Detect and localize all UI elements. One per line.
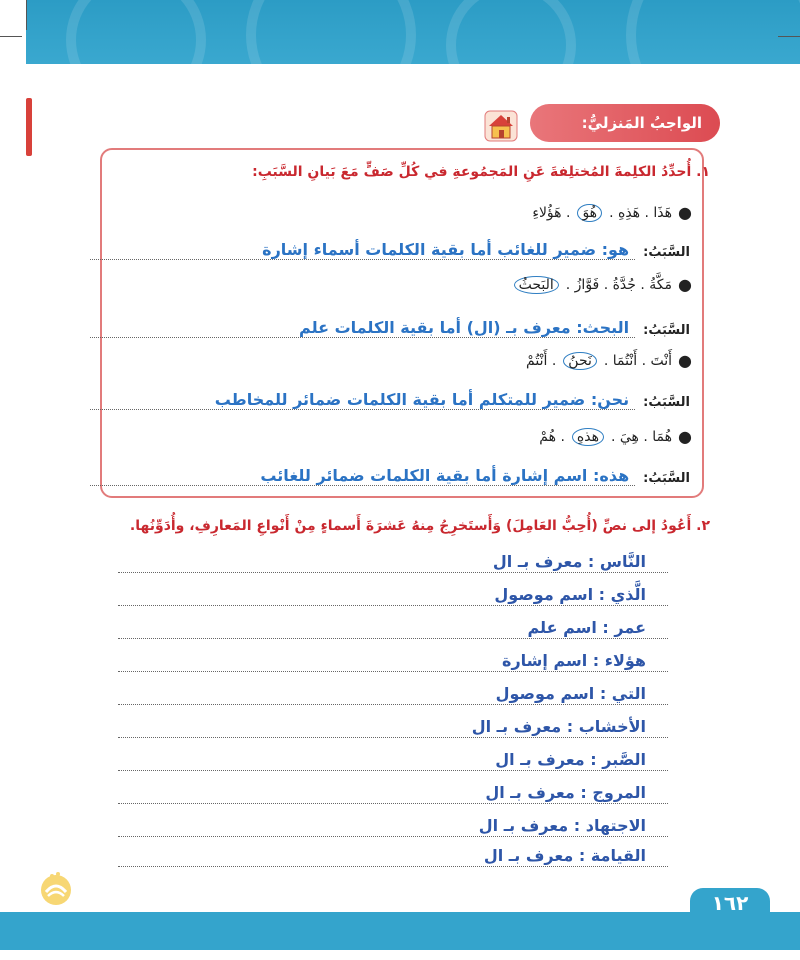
reason-label: السَّبَبُ: xyxy=(643,471,690,486)
word-group-after: . هَؤُلاءِ xyxy=(532,204,571,221)
homework-header xyxy=(530,104,720,142)
answer-line xyxy=(118,742,668,771)
reason-label: السَّبَبُ: xyxy=(643,395,690,410)
bullet-icon: ● xyxy=(678,427,692,446)
word-group-row xyxy=(507,275,692,294)
answer-line xyxy=(118,775,668,804)
word-group-row xyxy=(539,427,692,446)
crop-mark xyxy=(26,0,27,30)
circled-word: هُوَ xyxy=(577,204,602,222)
word-group-before: هَذَا . هَذِهِ . xyxy=(609,204,673,221)
word-group-row xyxy=(532,203,692,222)
reason-answer-line xyxy=(90,235,635,260)
word-group-before: مَكَّةُ . جُدَّةُ . فَوَّازُ . xyxy=(565,276,673,293)
answer-text: الَّذي : اسم موصول xyxy=(494,585,646,604)
reason-answer: هذه: اسم إشارة أما بقية الكلمات ضمائر للغائب xyxy=(260,466,630,485)
answer-line xyxy=(118,808,668,837)
left-edge-strip xyxy=(26,98,32,156)
answer-text: النَّاس : معرف بـ ال xyxy=(492,552,646,571)
answer-text: الأخشاب : معرف بـ ال xyxy=(471,717,646,736)
reason-row xyxy=(90,310,690,338)
question-one-title: ١. أُحدِّدُ الكلِمةَ المُختلِفةَ عَنِ المَجمُوعةِ في كُلِّ صَفٍّ مَعَ بَيانِ السَّبَبِ: xyxy=(252,164,710,180)
page-number: ١٦٢ xyxy=(690,888,770,914)
circled-word: هذهِ xyxy=(572,428,604,446)
reason-row xyxy=(90,382,690,410)
answer-text: المروج : معرف بـ ال xyxy=(485,783,646,802)
answer-text: الاجتهاد : معرف بـ ال xyxy=(478,816,646,835)
reason-answer: البحث: معرف بـ (ال) أما بقية الكلمات علم xyxy=(299,318,630,337)
answer-line xyxy=(118,610,668,639)
house-icon xyxy=(484,110,518,142)
reason-answer: نحن: ضمير للمتكلم أما بقية الكلمات ضمائر للمخاطب xyxy=(214,390,630,409)
bottom-decorative-band xyxy=(0,912,800,950)
reason-answer-line xyxy=(90,313,635,338)
answer-line xyxy=(118,709,668,738)
word-group-after: . هُمْ xyxy=(539,428,565,445)
question-two-title: ٢. أَعُودُ إلى نصِّ (أُحِبُّ العَامِلَ) وَأَستَخرِجُ مِنهُ عَشرَةَ أَسماءٍ مِنْ أَنْواعِ المَعارِفِ، وأُدَوِّنُها. xyxy=(129,518,710,534)
reason-label: السَّبَبُ: xyxy=(643,245,690,260)
bullet-icon: ● xyxy=(678,203,692,222)
answer-line xyxy=(118,676,668,705)
circled-word: نَحنُ xyxy=(563,352,597,370)
reason-label: السَّبَبُ: xyxy=(643,323,690,338)
reason-answer-line xyxy=(90,461,635,486)
crop-mark xyxy=(778,36,800,37)
answer-line xyxy=(118,544,668,573)
answer-text: التي : اسم موصول xyxy=(495,684,646,703)
bullet-icon: ● xyxy=(678,351,692,370)
reason-row xyxy=(90,458,690,486)
top-decorative-band xyxy=(26,0,800,64)
word-group-after: . أَنْتُمْ xyxy=(526,352,557,369)
answer-text: الصَّبر : معرف بـ ال xyxy=(495,750,646,769)
reason-row xyxy=(90,232,690,260)
reason-answer-line xyxy=(90,385,635,410)
bullet-icon: ● xyxy=(678,275,692,294)
word-group-row xyxy=(526,351,692,370)
answer-text: هؤلاء : اسم إشارة xyxy=(502,651,646,670)
answer-line xyxy=(118,643,668,672)
circled-word: البَحثُ xyxy=(514,276,559,294)
publisher-logo-icon xyxy=(34,868,78,908)
homework-title: الواجبُ المَنزليُّ: xyxy=(581,114,702,132)
word-group-before: هُمَا . هِيَ . xyxy=(610,428,673,445)
answer-line xyxy=(118,838,668,867)
answer-line xyxy=(118,577,668,606)
word-group-before: أَنْتَ . أَنْتُمَا . xyxy=(603,352,673,369)
answer-text: عمر : اسم علم xyxy=(527,618,646,637)
crop-mark xyxy=(0,36,22,37)
reason-answer: هو: ضمير للغائب أما بقية الكلمات أسماء إشارة xyxy=(262,240,630,259)
answer-text: القيامة : معرف بـ ال xyxy=(483,846,646,865)
